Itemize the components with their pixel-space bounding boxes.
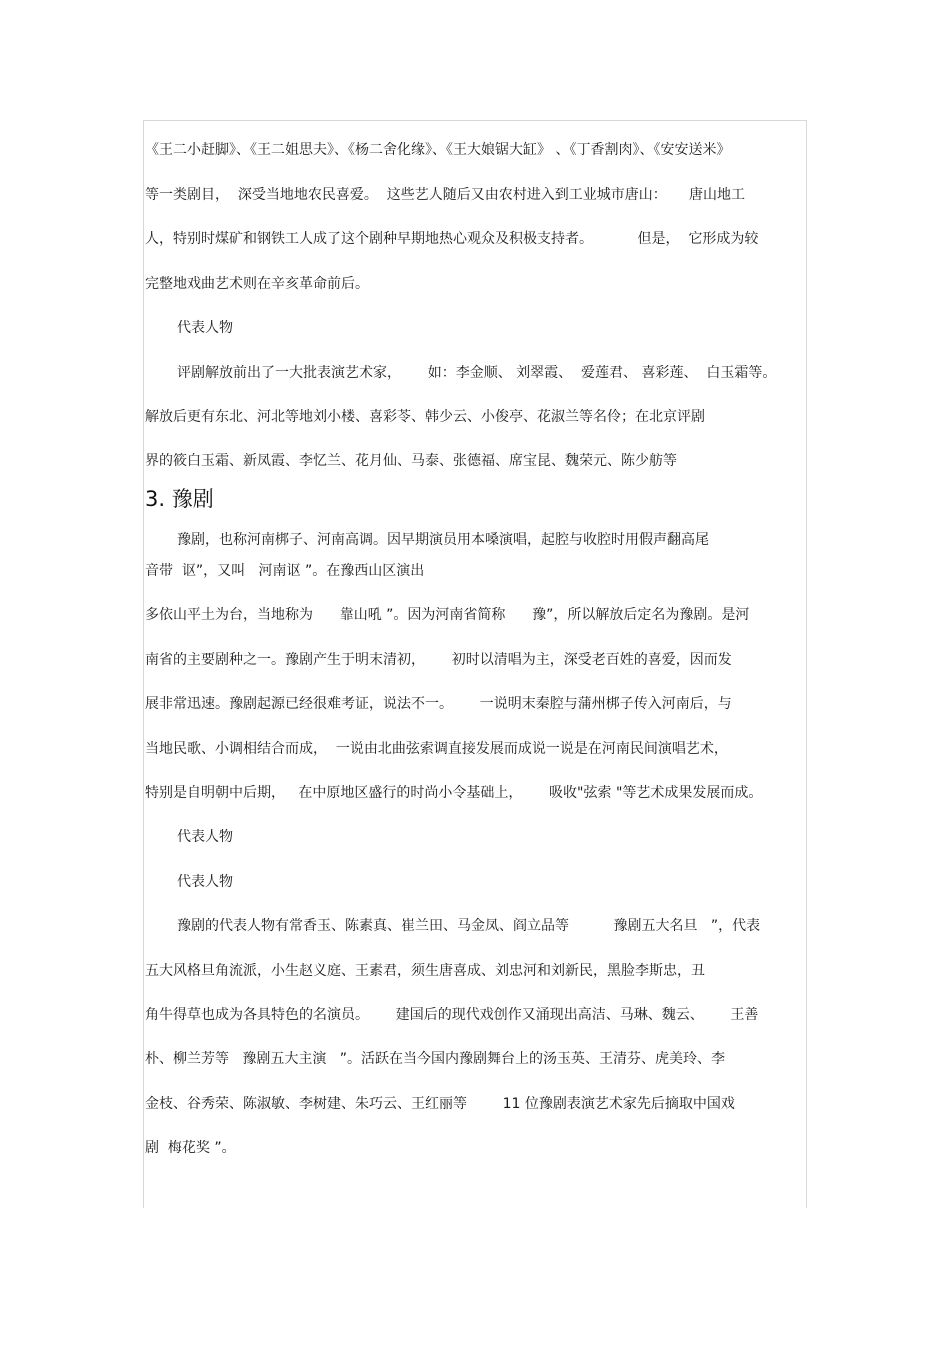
paragraph-3-line-3: 多依山平土为台，当地称为 靠山吼 ”。因为河南省简称 豫”，所以解放后定名为豫剧。是河 — [145, 607, 750, 623]
section-heading-yuju: 3. 豫剧 — [145, 487, 214, 511]
paragraph-1-line-4: 完整地戏曲艺术则在辛亥革命前后。 — [145, 276, 369, 292]
yuju-representative-heading-2: 代表人物 — [177, 874, 233, 890]
paragraph-4-line-1: 豫剧的代表人物有常香玉、陈素真、崔兰田、马金凤、阎立品等 豫剧五大名旦 ”，代表 — [177, 918, 761, 934]
paragraph-1-line-1: 《王二小赶脚》、《王二姐思夫》、《杨二舍化缘》、《王大娘锯大缸》 、《丁香割肉》、《安安送米》 — [145, 142, 731, 158]
paragraph-3-line-6: 当地民歌、小调相结合而成， 一说由北曲弦索调直接发展而成说一说是在河南民间演唱艺术， — [145, 741, 728, 757]
paragraph-2-line-3: 界的筱白玉霜、新凤霞、李忆兰、花月仙、马泰、张德福、席宝昆、魏荣元、陈少舫等 — [145, 453, 677, 469]
paragraph-1-line-3: 人，特别时煤矿和钢铁工人成了这个剧种早期地热心观众及积极支持者。 但是， 它形成为较 — [145, 231, 759, 247]
paragraph-3-line-2: 音带 讴”，又叫 河南讴 ”。在豫西山区演出 — [145, 563, 425, 579]
paragraph-1-line-2: 等一类剧目， 深受当地地农民喜爱。 这些艺人随后又由农村进入到工业城市唐山： 唐山地工 — [145, 187, 746, 203]
paragraph-4-line-3: 角牛得草也成为各具特色的名演员。 建国后的现代戏创作又涌现出高洁、马琳、魏云、 王善 — [145, 1007, 759, 1023]
paragraph-3-line-1: 豫剧，也称河南梆子、河南高调。因早期演员用本嗓演唱，起腔与收腔时用假声翻高尾 — [177, 532, 709, 548]
paragraph-4-line-5: 金枝、谷秀荣、陈淑敏、李树建、朱巧云、王红丽等 11 位豫剧表演艺术家先后摘取中国戏 — [145, 1096, 735, 1112]
paragraph-3-line-4: 南省的主要剧种之一。豫剧产生于明末清初， 初时以清唱为主，深受老百姓的喜爱，因而发 — [145, 652, 732, 668]
paragraph-4-line-2: 五大风格旦角流派，小生赵义庭、王素君，须生唐喜成、刘忠河和刘新民，黑脸李斯忠，丑 — [145, 963, 705, 979]
paragraph-4-line-4: 朴、柳兰芳等 豫剧五大主演 ”。活跃在当今国内豫剧舞台上的汤玉英、王清芬、虎美玲、李 — [145, 1051, 725, 1067]
paragraph-2-line-2: 解放后更有东北、河北等地刘小楼、喜彩苓、韩少云、小俊亭、花淑兰等名伶；在北京评剧 — [145, 409, 705, 425]
paragraph-3-line-7: 特别是自明朝中后期， 在中原地区盛行的时尚小令基础上， 吸收"弦索 "等艺术成果发展而成。 — [145, 785, 763, 801]
paragraph-3-line-5: 展非常迅速。豫剧起源已经很难考证，说法不一。 一说明末秦腔与蒲州梆子传入河南后，与 — [145, 696, 732, 712]
paragraph-4-line-6: 剧 梅花奖 ”。 — [145, 1140, 236, 1156]
pingju-representative-heading: 代表人物 — [177, 320, 233, 336]
paragraph-2-line-1: 评剧解放前出了一大批表演艺术家， 如：李金顺、 刘翠霞、 爱莲君、 喜彩莲、 白玉霜等。 — [177, 365, 777, 381]
yuju-representative-heading-1: 代表人物 — [177, 829, 233, 845]
